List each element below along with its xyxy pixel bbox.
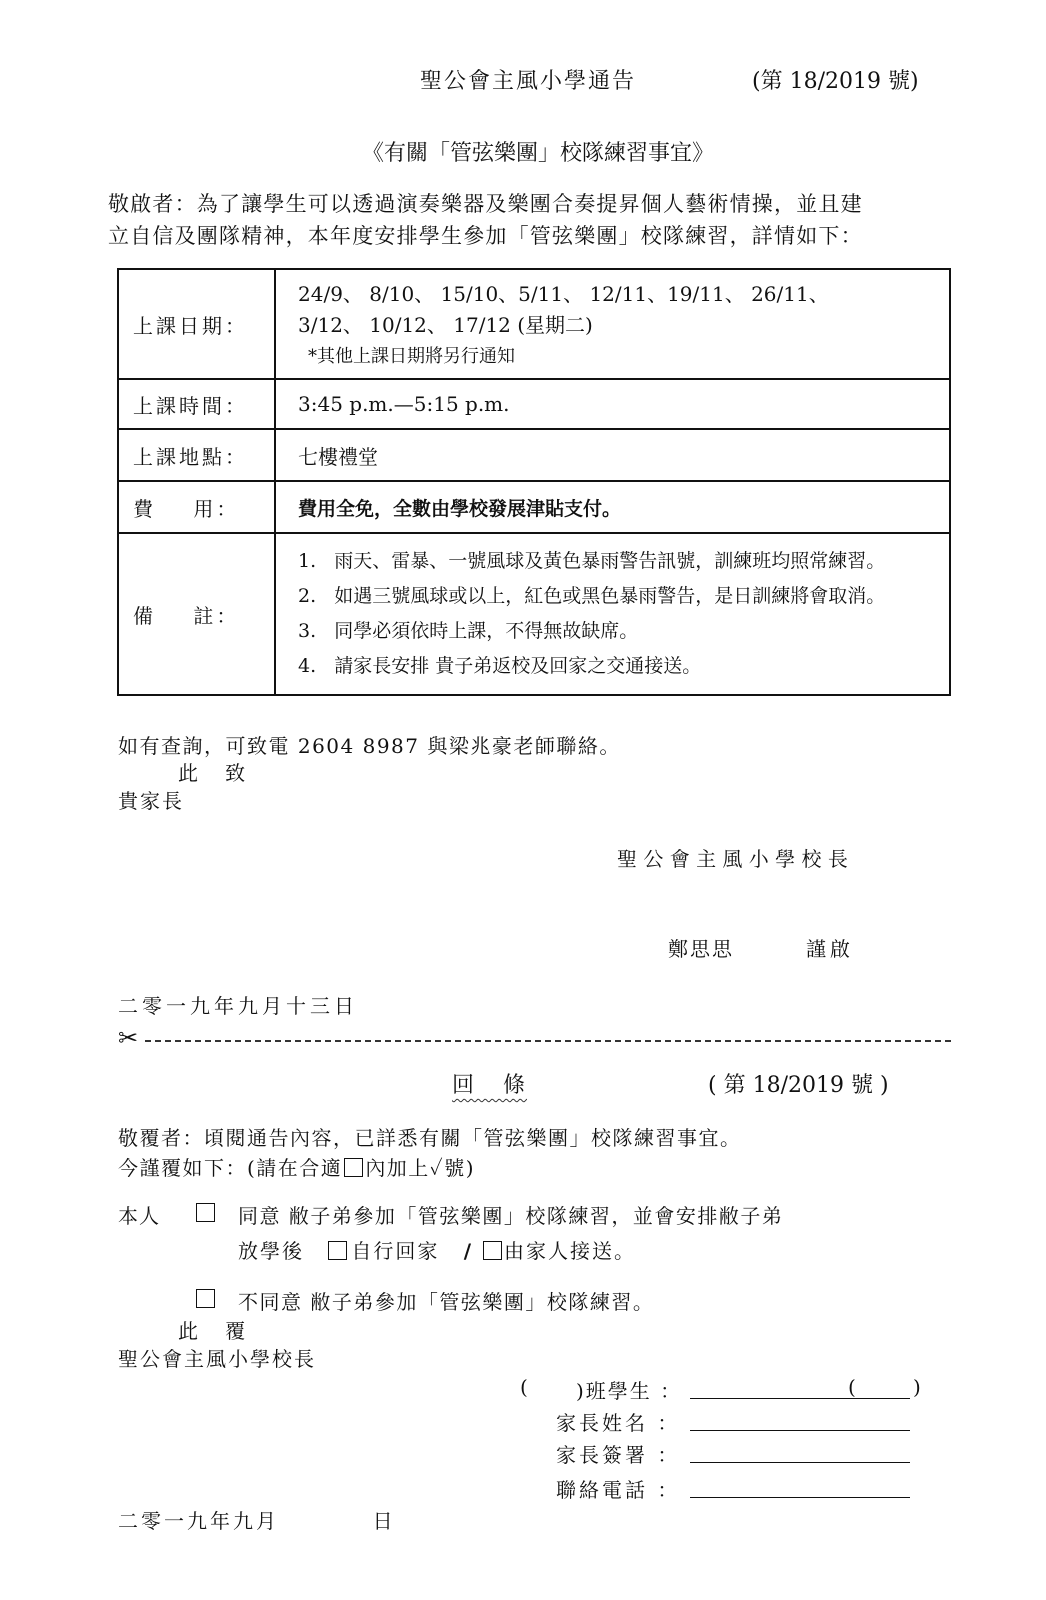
family-pickup-checkbox[interactable] xyxy=(483,1241,502,1260)
respectfully: 謹啟 xyxy=(806,937,854,961)
intro-line-2: 立自信及團隊精神，本年度安排學生參加「管弦樂團」校隊練習，詳情如下： xyxy=(108,224,863,248)
fee-label: 費 用： xyxy=(118,481,275,533)
reply-date: 二零一九年九月 日 xyxy=(118,1509,396,1533)
remark-item: 4. 請家長安排 貴子弟返校及回家之交通接送。 xyxy=(298,655,702,677)
sample-checkbox xyxy=(344,1158,363,1177)
parent-name-line[interactable] xyxy=(690,1430,910,1431)
reply-line-1: 敬覆者：頃閱通告內容，已詳悉有關「管弦樂團」校隊練習事宜。 xyxy=(118,1126,742,1150)
parent-name-label: 家長姓名 ： xyxy=(556,1411,681,1435)
reply-line-2 xyxy=(118,1152,475,1181)
parent-sign-label: 家長簽署 ： xyxy=(556,1443,681,1467)
family-pickup-label: 由家人接送。 xyxy=(504,1239,637,1263)
class-open-paren: ( xyxy=(520,1375,528,1399)
scissors-icon: ✂ xyxy=(118,1024,139,1052)
disagree-text: 不同意 敝子弟參加「管弦樂團」校隊練習。 xyxy=(238,1290,655,1314)
after-school-row xyxy=(238,1235,636,1264)
principal-title: 聖 公 會 主 風 小 學 校 長 xyxy=(617,847,848,871)
dates-line-2: 3/12、 10/12、 17/12 (星期二) xyxy=(298,313,593,337)
principal-name: 鄭思思 xyxy=(668,937,734,961)
remark-item: 1. 雨天、雷暴、一號風球及黃色暴雨警告訊號，訓練班均照常練習。 xyxy=(298,550,886,572)
time-value: 3:45 p.m.—5:15 p.m. xyxy=(275,379,950,429)
dates-label: 上課日期： xyxy=(118,269,275,379)
contact-label: 聯絡電話 ： xyxy=(556,1478,681,1502)
dates-line-1: 24/9、 8/10、 15/10、5/11、 12/11、19/11、 26/11、 xyxy=(298,282,829,306)
self-home-checkbox[interactable] xyxy=(328,1241,347,1260)
dates-note: *其他上課日期將另行通知 xyxy=(308,346,515,367)
agree-text: 同意 敝子弟參加「管弦樂團」校隊練習，並會安排敝子弟 xyxy=(238,1204,784,1228)
cut-line xyxy=(145,1040,951,1042)
remarks-list xyxy=(275,533,950,695)
row-fee xyxy=(118,481,950,533)
details-table xyxy=(117,268,951,696)
addressee-parents: 貴家長 xyxy=(118,789,184,813)
venue-label: 上課地點： xyxy=(118,429,275,481)
notice-subject: 《有關「管弦樂團」校隊練習事宜》 xyxy=(362,141,715,166)
row-dates xyxy=(118,269,950,379)
notice-date: 二零一九年九月十三日 xyxy=(118,994,358,1018)
time-label: 上課時間： xyxy=(118,379,275,429)
ci-zhi: 此 致 xyxy=(178,761,248,785)
intro-line-1: 敬啟者：為了讓學生可以透過演奏樂器及樂團合奏提昇個人藝術情操，並且建 xyxy=(108,192,863,216)
venue-value: 七樓禮堂 xyxy=(275,429,950,481)
reply-notice-number: ( 第 18/2019 號 ) xyxy=(708,1073,889,1098)
row-remarks xyxy=(118,533,950,695)
to-principal: 聖公會主風小學校長 xyxy=(118,1347,316,1371)
after-school-label: 放學後 xyxy=(238,1239,304,1263)
remark-item: 3. 同學必須依時上課，不得無故缺席。 xyxy=(298,620,639,642)
reply-line-2b: 內加上✓號) xyxy=(365,1156,476,1180)
disagree-checkbox[interactable] xyxy=(196,1289,215,1308)
agree-checkbox[interactable] xyxy=(196,1203,215,1222)
ci-fu: 此 覆 xyxy=(178,1319,248,1343)
school-notice-title: 聖公會主風小學通告 xyxy=(420,69,637,94)
parent-sign-line[interactable] xyxy=(690,1462,910,1463)
reply-line-2a: 今謹覆如下：(請在合適 xyxy=(118,1156,343,1180)
row-time xyxy=(118,379,950,429)
contact-line[interactable] xyxy=(690,1497,910,1498)
class-student-label: )班學生 ： xyxy=(576,1379,683,1403)
enquiry-line: 如有查詢，可致電 2604 8987 與梁兆豪老師聯絡。 xyxy=(118,734,621,758)
class-number-field: ( ) xyxy=(848,1375,921,1399)
row-venue xyxy=(118,429,950,481)
remark-item: 2. 如遇三號風球或以上，紅色或黑色暴雨警告，是日訓練將會取消。 xyxy=(298,585,886,607)
remarks-label: 備 註： xyxy=(118,533,275,695)
self-label: 本人 xyxy=(118,1204,160,1228)
notice-number: (第 18/2019 號) xyxy=(752,69,919,94)
self-home-label: 自行回家 xyxy=(351,1239,440,1263)
fee-value: 費用全免，全數由學校發展津貼支付。 xyxy=(275,481,950,533)
slash: / xyxy=(463,1239,474,1263)
reply-title: 回 條 xyxy=(452,1073,527,1098)
